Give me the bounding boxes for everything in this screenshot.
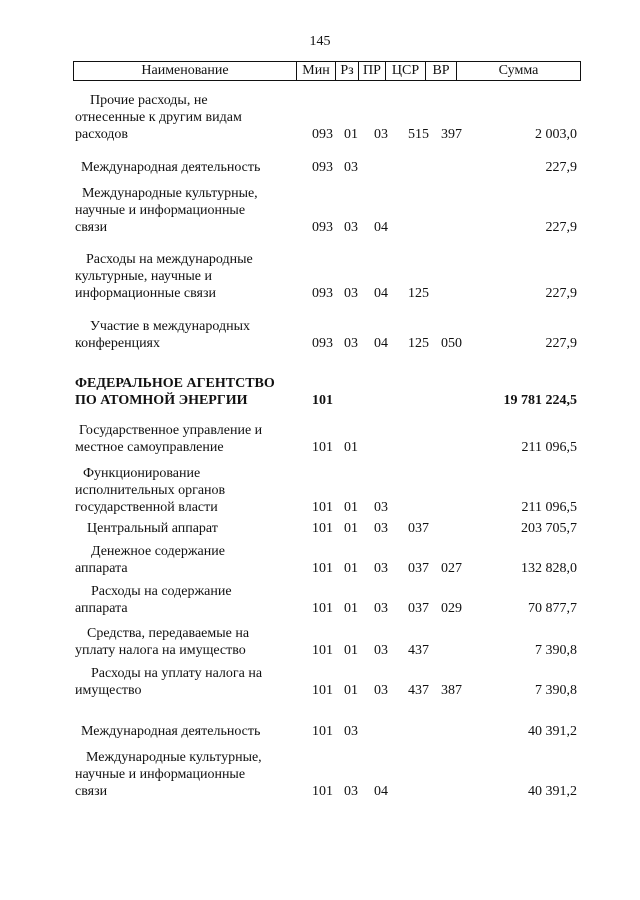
table-row bbox=[0, 159, 640, 176]
header-csr: ЦСР bbox=[386, 62, 426, 80]
table-row bbox=[0, 665, 640, 699]
row-pr: 04 bbox=[374, 336, 388, 351]
row-pr: 03 bbox=[374, 561, 388, 576]
row-csr: 125 bbox=[408, 336, 429, 351]
row-name-line: Международные культурные, bbox=[82, 186, 258, 201]
row-pr: 03 bbox=[374, 521, 388, 536]
row-name-line: государственной власти bbox=[75, 500, 218, 515]
row-name-line: Расходы на международные bbox=[86, 252, 253, 267]
header-min: Мин bbox=[297, 62, 336, 80]
row-pr: 04 bbox=[374, 220, 388, 235]
row-csr: 037 bbox=[408, 561, 429, 576]
row-name-line: культурные, научные и bbox=[75, 269, 213, 284]
row-vr: 027 bbox=[441, 561, 462, 576]
row-min: 093 bbox=[312, 220, 333, 235]
row-sum: 227,9 bbox=[545, 220, 577, 235]
row-sum: 7 390,8 bbox=[535, 683, 577, 698]
row-min: 101 bbox=[312, 500, 333, 515]
header-rz: Рз bbox=[336, 62, 359, 80]
row-sum: 40 391,2 bbox=[528, 724, 577, 739]
row-csr: 125 bbox=[408, 286, 429, 301]
row-name-line: исполнительных органов bbox=[75, 483, 226, 498]
row-rz: 03 bbox=[344, 724, 358, 739]
row-min: 093 bbox=[312, 127, 333, 142]
header-sum: Сумма bbox=[498, 63, 539, 78]
row-sum: 227,9 bbox=[545, 160, 577, 175]
header-vr: ВР bbox=[426, 62, 457, 80]
table-row bbox=[0, 749, 640, 800]
row-sum: 211 096,5 bbox=[521, 440, 577, 455]
table-row bbox=[0, 625, 640, 659]
row-csr: 037 bbox=[408, 601, 429, 616]
table-row bbox=[0, 251, 640, 302]
row-min: 101 bbox=[312, 521, 333, 536]
row-name-line: Международная деятельность bbox=[81, 724, 261, 739]
row-name-line: научные и информационные bbox=[75, 767, 246, 782]
table-row bbox=[0, 422, 640, 456]
row-min: 101 bbox=[312, 784, 333, 799]
row-min: 093 bbox=[312, 286, 333, 301]
row-rz: 01 bbox=[344, 440, 358, 455]
table-row bbox=[0, 375, 640, 409]
row-sum: 211 096,5 bbox=[521, 500, 577, 515]
header-pr: ПР bbox=[359, 62, 386, 80]
row-name-line: Средства, передаваемые на bbox=[87, 626, 250, 641]
row-vr: 397 bbox=[441, 127, 462, 142]
row-pr: 03 bbox=[374, 601, 388, 616]
row-name-line: Международные культурные, bbox=[86, 750, 262, 765]
row-name-line: конференциях bbox=[75, 336, 160, 351]
row-name-line: уплату налога на имущество bbox=[75, 643, 246, 658]
row-name-line: имущество bbox=[75, 683, 142, 698]
row-min: 101 bbox=[312, 724, 333, 739]
table-row bbox=[0, 543, 640, 577]
header-name: Наименование bbox=[74, 62, 297, 80]
table-row bbox=[0, 92, 640, 143]
row-name-line: научные и информационные bbox=[75, 203, 246, 218]
row-name-line: Международная деятельность bbox=[81, 160, 261, 175]
row-name-line: Центральный аппарат bbox=[87, 521, 218, 536]
row-min: 093 bbox=[312, 336, 333, 351]
row-rz: 01 bbox=[344, 561, 358, 576]
row-vr: 050 bbox=[441, 336, 462, 351]
row-pr: 03 bbox=[374, 643, 388, 658]
table-row bbox=[0, 583, 640, 617]
row-sum: 227,9 bbox=[545, 336, 577, 351]
row-sum: 19 781 224,5 bbox=[503, 393, 577, 408]
row-pr: 03 bbox=[374, 683, 388, 698]
row-min: 101 bbox=[312, 683, 333, 698]
row-rz: 03 bbox=[344, 220, 358, 235]
row-rz: 01 bbox=[344, 500, 358, 515]
row-name-line: отнесенные к другим видам bbox=[75, 110, 242, 125]
row-name-line: Функционирование bbox=[83, 466, 201, 481]
row-name-line: Расходы на содержание bbox=[91, 584, 232, 599]
row-min: 093 bbox=[312, 160, 333, 175]
row-name-line: ПО АТОМНОЙ ЭНЕРГИИ bbox=[75, 393, 248, 408]
row-name-line: Участие в международных bbox=[90, 319, 251, 334]
row-min: 101 bbox=[312, 643, 333, 658]
row-name-line: расходов bbox=[75, 127, 129, 142]
row-csr: 515 bbox=[408, 127, 429, 142]
row-name-line: связи bbox=[75, 220, 108, 235]
row-pr: 03 bbox=[374, 127, 388, 142]
row-csr: 437 bbox=[408, 683, 429, 698]
row-pr: 04 bbox=[374, 784, 388, 799]
row-csr: 037 bbox=[408, 521, 429, 536]
row-name-line: аппарата bbox=[75, 601, 128, 616]
row-sum: 7 390,8 bbox=[535, 643, 577, 658]
table-header bbox=[73, 61, 581, 81]
row-name-line: Государственное управление и bbox=[79, 423, 263, 438]
row-sum: 203 705,7 bbox=[521, 521, 577, 536]
row-vr: 387 bbox=[441, 683, 462, 698]
row-pr: 04 bbox=[374, 286, 388, 301]
row-name-line: аппарата bbox=[75, 561, 128, 576]
row-sum: 40 391,2 bbox=[528, 784, 577, 799]
table-row bbox=[0, 465, 640, 516]
table-row bbox=[0, 318, 640, 352]
row-min: 101 bbox=[312, 440, 333, 455]
row-name-line: связи bbox=[75, 784, 108, 799]
row-min: 101 bbox=[312, 601, 333, 616]
row-rz: 01 bbox=[344, 643, 358, 658]
row-rz: 01 bbox=[344, 127, 358, 142]
page-number: 145 bbox=[309, 34, 331, 49]
table-row bbox=[0, 520, 640, 537]
row-min: 101 bbox=[312, 561, 333, 576]
row-csr: 437 bbox=[408, 643, 429, 658]
row-name-line: Денежное содержание bbox=[91, 544, 225, 559]
row-rz: 03 bbox=[344, 160, 358, 175]
row-sum: 227,9 bbox=[545, 286, 577, 301]
table-row bbox=[0, 185, 640, 236]
row-name-line: местное самоуправление bbox=[75, 440, 224, 455]
table-row bbox=[0, 723, 640, 740]
row-sum: 70 877,7 bbox=[528, 601, 577, 616]
row-name-line: Расходы на уплату налога на bbox=[91, 666, 263, 681]
row-rz: 03 bbox=[344, 784, 358, 799]
row-pr: 03 bbox=[374, 500, 388, 515]
row-rz: 03 bbox=[344, 336, 358, 351]
row-rz: 01 bbox=[344, 521, 358, 536]
row-rz: 01 bbox=[344, 683, 358, 698]
row-sum: 132 828,0 bbox=[521, 561, 577, 576]
row-vr: 029 bbox=[441, 601, 462, 616]
row-rz: 03 bbox=[344, 286, 358, 301]
row-min: 101 bbox=[312, 393, 333, 408]
row-name-line: информационные связи bbox=[75, 286, 217, 301]
row-name-line: ФЕДЕРАЛЬНОЕ АГЕНТСТВО bbox=[75, 376, 275, 391]
row-name-line: Прочие расходы, не bbox=[90, 93, 208, 108]
row-rz: 01 bbox=[344, 601, 358, 616]
row-sum: 2 003,0 bbox=[535, 127, 577, 142]
